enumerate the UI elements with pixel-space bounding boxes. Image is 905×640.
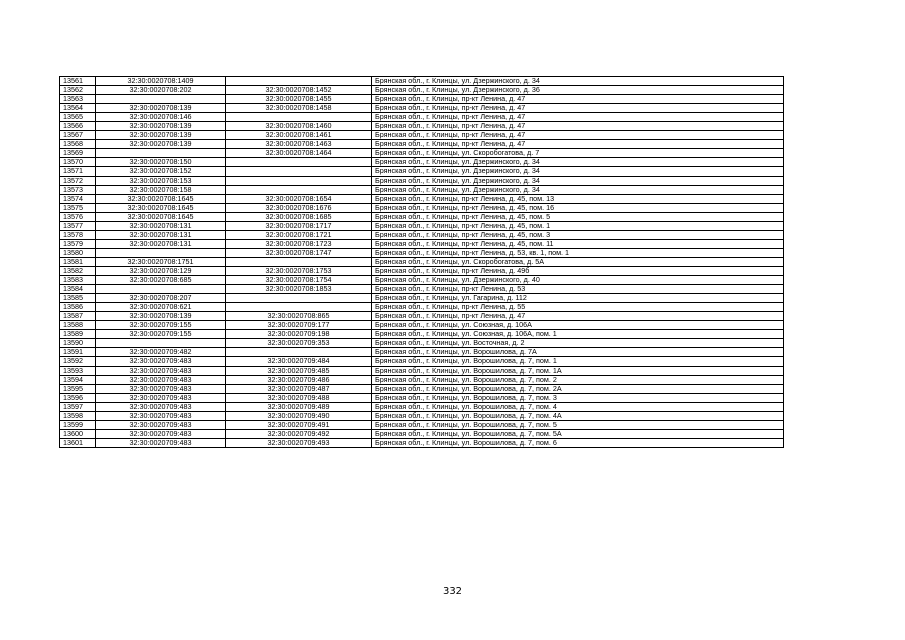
address-cell: Брянская обл., г. Клинцы, ул. Ворошилова, д. 7, пом. 2А [372,384,784,393]
record-number-cell: 13564 [60,104,96,113]
cadastral-number-cell: 32:30:0020708:685 [96,276,226,285]
address-cell: Брянская обл., г. Клинцы, ул. Ворошилова, д. 7, пом. 3 [372,393,784,402]
object-cadastral-number-cell: 32:30:0020709:486 [226,375,372,384]
table-row [60,420,784,429]
address-cell: Брянская обл., г. Клинцы, пр-кт Ленина, д. 45, пом. 5 [372,212,784,221]
object-cadastral-number-cell: 32:30:0020708:1455 [226,95,372,104]
object-cadastral-number-cell [226,257,372,266]
cadastral-number-cell: 32:30:0020708:131 [96,230,226,239]
cadastral-number-cell: 32:30:0020708:621 [96,303,226,312]
object-cadastral-number-cell [226,176,372,185]
object-cadastral-number-cell: 32:30:0020708:1654 [226,194,372,203]
address-cell: Брянская обл., г. Клинцы, пр-кт Ленина, д. 53 [372,285,784,294]
table-row [60,285,784,294]
table-row [60,321,784,330]
address-cell: Брянская обл., г. Клинцы, пр-кт Ленина, д. 53, кв. 1, пом. 1 [372,248,784,257]
record-number-cell: 13568 [60,140,96,149]
record-number-cell: 13593 [60,366,96,375]
object-cadastral-number-cell: 32:30:0020708:1458 [226,104,372,113]
cadastral-number-cell: 32:30:0020709:155 [96,321,226,330]
object-cadastral-number-cell: 32:30:0020708:1753 [226,266,372,275]
address-cell: Брянская обл., г. Клинцы, ул. Скоробогатова, д. 7 [372,149,784,158]
address-cell: Брянская обл., г. Клинцы, пр-кт Ленина, д. 47 [372,312,784,321]
object-cadastral-number-cell: 32:30:0020709:484 [226,357,372,366]
cadastral-number-cell: 32:30:0020709:483 [96,384,226,393]
record-number-cell: 13594 [60,375,96,384]
record-number-cell: 13581 [60,257,96,266]
object-cadastral-number-cell: 32:30:0020708:1747 [226,248,372,257]
table-row [60,140,784,149]
record-number-cell: 13572 [60,176,96,185]
table-row [60,348,784,357]
table-row [60,131,784,140]
address-cell: Брянская обл., г. Клинцы, пр-кт Ленина, д. 47 [372,95,784,104]
object-cadastral-number-cell [226,77,372,86]
register-table [59,76,784,448]
object-cadastral-number-cell: 32:30:0020709:487 [226,384,372,393]
cadastral-number-cell: 32:30:0020708:207 [96,294,226,303]
cadastral-number-cell: 32:30:0020708:158 [96,185,226,194]
object-cadastral-number-cell: 32:30:0020709:353 [226,339,372,348]
object-cadastral-number-cell: 32:30:0020709:491 [226,420,372,429]
record-number-cell: 13598 [60,411,96,420]
address-cell: Брянская обл., г. Клинцы, пр-кт Ленина, д. 45, пом. 3 [372,230,784,239]
address-cell: Брянская обл., г. Клинцы, пр-кт Ленина, д. 47 [372,113,784,122]
cadastral-number-cell [96,248,226,257]
table-row [60,366,784,375]
table-row [60,312,784,321]
record-number-cell: 13585 [60,294,96,303]
object-cadastral-number-cell: 32:30:0020708:1754 [226,276,372,285]
cadastral-number-cell: 32:30:0020708:131 [96,221,226,230]
table-row [60,411,784,420]
table-row [60,167,784,176]
address-cell: Брянская обл., г. Клинцы, ул. Ворошилова, д. 7, пом. 4 [372,402,784,411]
record-number-cell: 13570 [60,158,96,167]
address-cell: Брянская обл., г. Клинцы, пр-кт Ленина, д. 45, пом. 11 [372,239,784,248]
address-cell: Брянская обл., г. Клинцы, ул. Ворошилова, д. 7А [372,348,784,357]
object-cadastral-number-cell [226,113,372,122]
record-number-cell: 13578 [60,230,96,239]
record-number-cell: 13569 [60,149,96,158]
cadastral-number-cell: 32:30:0020708:1645 [96,203,226,212]
address-cell: Брянская обл., г. Клинцы, ул. Союзная, д. 106А [372,321,784,330]
object-cadastral-number-cell: 32:30:0020709:198 [226,330,372,339]
table-row [60,212,784,221]
table-row [60,257,784,266]
record-number-cell: 13571 [60,167,96,176]
table-row [60,158,784,167]
address-cell: Брянская обл., г. Клинцы, пр-кт Ленина, д. 47 [372,140,784,149]
cadastral-number-cell: 32:30:0020708:1645 [96,212,226,221]
table-row [60,185,784,194]
table-row [60,303,784,312]
object-cadastral-number-cell: 32:30:0020708:1685 [226,212,372,221]
record-number-cell: 13566 [60,122,96,131]
address-cell: Брянская обл., г. Клинцы, ул. Союзная, д. 106А, пом. 1 [372,330,784,339]
record-number-cell: 13591 [60,348,96,357]
table-row [60,248,784,257]
table-row [60,203,784,212]
cadastral-number-cell: 32:30:0020708:139 [96,131,226,140]
object-cadastral-number-cell: 32:30:0020708:1723 [226,239,372,248]
record-number-cell: 13574 [60,194,96,203]
record-number-cell: 13577 [60,221,96,230]
object-cadastral-number-cell: 32:30:0020709:177 [226,321,372,330]
address-cell: Брянская обл., г. Клинцы, ул. Скоробогатова, д. 5А [372,257,784,266]
address-cell: Брянская обл., г. Клинцы, пр-кт Ленина, д. 47 [372,131,784,140]
table-row [60,384,784,393]
table-row [60,429,784,438]
object-cadastral-number-cell: 32:30:0020709:493 [226,438,372,447]
table-row [60,230,784,239]
cadastral-number-cell: 32:30:0020708:139 [96,104,226,113]
table-row [60,122,784,131]
cadastral-number-cell: 32:30:0020709:483 [96,366,226,375]
object-cadastral-number-cell: 32:30:0020708:1452 [226,86,372,95]
cadastral-number-cell: 32:30:0020709:483 [96,375,226,384]
cadastral-number-cell: 32:30:0020708:1409 [96,77,226,86]
address-cell: Брянская обл., г. Клинцы, ул. Дзержинского, д. 34 [372,158,784,167]
record-number-cell: 13580 [60,248,96,257]
record-number-cell: 13567 [60,131,96,140]
table-row [60,402,784,411]
table-row [60,330,784,339]
address-cell: Брянская обл., г. Клинцы, пр-кт Ленина, д. 47 [372,104,784,113]
object-cadastral-number-cell: 32:30:0020709:488 [226,393,372,402]
record-number-cell: 13596 [60,393,96,402]
record-number-cell: 13597 [60,402,96,411]
table-row [60,266,784,275]
cadastral-number-cell: 32:30:0020709:483 [96,420,226,429]
table-row [60,176,784,185]
table-row [60,438,784,447]
table-row [60,194,784,203]
cadastral-number-cell: 32:30:0020709:482 [96,348,226,357]
table-row [60,149,784,158]
cadastral-number-cell: 32:30:0020708:139 [96,140,226,149]
table-row [60,77,784,86]
record-number-cell: 13579 [60,239,96,248]
address-cell: Брянская обл., г. Клинцы, пр-кт Ленина, д. 45, пом. 16 [372,203,784,212]
object-cadastral-number-cell [226,167,372,176]
cadastral-number-cell: 32:30:0020709:483 [96,438,226,447]
table-row [60,239,784,248]
address-cell: Брянская обл., г. Клинцы, ул. Ворошилова, д. 7, пом. 6 [372,438,784,447]
table-row [60,104,784,113]
address-cell: Брянская обл., г. Клинцы, ул. Дзержинского, д. 34 [372,185,784,194]
address-cell: Брянская обл., г. Клинцы, ул. Дзержинского, д. 40 [372,276,784,285]
cadastral-number-cell: 32:30:0020708:129 [96,266,226,275]
cadastral-number-cell: 32:30:0020708:202 [96,86,226,95]
object-cadastral-number-cell: 32:30:0020708:1463 [226,140,372,149]
address-cell: Брянская обл., г. Клинцы, ул. Ворошилова, д. 7, пом. 2 [372,375,784,384]
table-row [60,393,784,402]
object-cadastral-number-cell: 32:30:0020708:1853 [226,285,372,294]
cadastral-number-cell: 32:30:0020709:483 [96,402,226,411]
record-number-cell: 13599 [60,420,96,429]
cadastral-number-cell: 32:30:0020708:152 [96,167,226,176]
address-cell: Брянская обл., г. Клинцы, ул. Дзержинского, д. 34 [372,167,784,176]
address-cell: Брянская обл., г. Клинцы, ул. Дзержинского, д. 36 [372,86,784,95]
record-number-cell: 13565 [60,113,96,122]
object-cadastral-number-cell [226,158,372,167]
address-cell: Брянская обл., г. Клинцы, ул. Гагарина, д. 112 [372,294,784,303]
object-cadastral-number-cell: 32:30:0020708:1717 [226,221,372,230]
record-number-cell: 13575 [60,203,96,212]
cadastral-number-cell [96,149,226,158]
cadastral-number-cell [96,285,226,294]
cadastral-number-cell: 32:30:0020708:139 [96,122,226,131]
object-cadastral-number-cell: 32:30:0020709:489 [226,402,372,411]
table-row [60,221,784,230]
record-number-cell: 13592 [60,357,96,366]
table-row [60,375,784,384]
cadastral-number-cell: 32:30:0020709:483 [96,411,226,420]
record-number-cell: 13590 [60,339,96,348]
address-cell: Брянская обл., г. Клинцы, ул. Ворошилова, д. 7, пом. 1А [372,366,784,375]
record-number-cell: 13600 [60,429,96,438]
table-row [60,294,784,303]
object-cadastral-number-cell: 32:30:0020708:1464 [226,149,372,158]
cadastral-number-cell: 32:30:0020709:483 [96,429,226,438]
record-number-cell: 13561 [60,77,96,86]
record-number-cell: 13583 [60,276,96,285]
object-cadastral-number-cell: 32:30:0020709:485 [226,366,372,375]
cadastral-number-cell: 32:30:0020709:483 [96,393,226,402]
table-row [60,276,784,285]
record-number-cell: 13589 [60,330,96,339]
record-number-cell: 13576 [60,212,96,221]
cadastral-number-cell: 32:30:0020708:146 [96,113,226,122]
table-row [60,86,784,95]
record-number-cell: 13562 [60,86,96,95]
table-row [60,95,784,104]
page-number: 332 [442,586,463,597]
object-cadastral-number-cell [226,185,372,194]
table-row [60,357,784,366]
cadastral-number-cell: 32:30:0020709:483 [96,357,226,366]
record-number-cell: 13588 [60,321,96,330]
address-cell: Брянская обл., г. Клинцы, ул. Ворошилова, д. 7, пом. 5А [372,429,784,438]
address-cell: Брянская обл., г. Клинцы, ул. Дзержинского, д. 34 [372,77,784,86]
table-row [60,113,784,122]
cadastral-number-cell: 32:30:0020708:1751 [96,257,226,266]
cadastral-number-cell: 32:30:0020709:155 [96,330,226,339]
record-number-cell: 13584 [60,285,96,294]
object-cadastral-number-cell: 32:30:0020708:1460 [226,122,372,131]
object-cadastral-number-cell: 32:30:0020709:490 [226,411,372,420]
object-cadastral-number-cell: 32:30:0020708:1721 [226,230,372,239]
record-number-cell: 13582 [60,266,96,275]
cadastral-number-cell [96,95,226,104]
address-cell: Брянская обл., г. Клинцы, пр-кт Ленина, д. 45, пом. 1 [372,221,784,230]
record-number-cell: 13586 [60,303,96,312]
address-cell: Брянская обл., г. Клинцы, ул. Ворошилова, д. 7, пом. 5 [372,420,784,429]
cadastral-number-cell: 32:30:0020708:153 [96,176,226,185]
record-number-cell: 13587 [60,312,96,321]
table-row [60,339,784,348]
address-cell: Брянская обл., г. Клинцы, пр-кт Ленина, д. 55 [372,303,784,312]
record-number-cell: 13601 [60,438,96,447]
cadastral-number-cell: 32:30:0020708:1645 [96,194,226,203]
address-cell: Брянская обл., г. Клинцы, ул. Дзержинского, д. 34 [372,176,784,185]
cadastral-number-cell [96,339,226,348]
object-cadastral-number-cell [226,348,372,357]
address-cell: Брянская обл., г. Клинцы, пр-кт Ленина, д. 49б [372,266,784,275]
cadastral-number-cell: 32:30:0020708:131 [96,239,226,248]
address-cell: Брянская обл., г. Клинцы, ул. Ворошилова, д. 7, пом. 4А [372,411,784,420]
object-cadastral-number-cell: 32:30:0020708:1676 [226,203,372,212]
object-cadastral-number-cell: 32:30:0020709:492 [226,429,372,438]
address-cell: Брянская обл., г. Клинцы, ул. Восточная, д. 2 [372,339,784,348]
record-number-cell: 13563 [60,95,96,104]
record-number-cell: 13595 [60,384,96,393]
register-table-body [60,77,784,448]
cadastral-number-cell: 32:30:0020708:139 [96,312,226,321]
object-cadastral-number-cell [226,294,372,303]
record-number-cell: 13573 [60,185,96,194]
address-cell: Брянская обл., г. Клинцы, пр-кт Ленина, д. 45, пом. 13 [372,194,784,203]
cadastral-number-cell: 32:30:0020708:150 [96,158,226,167]
address-cell: Брянская обл., г. Клинцы, ул. Ворошилова, д. 7, пом. 1 [372,357,784,366]
object-cadastral-number-cell: 32:30:0020708:1461 [226,131,372,140]
object-cadastral-number-cell [226,303,372,312]
object-cadastral-number-cell: 32:30:0020708:865 [226,312,372,321]
address-cell: Брянская обл., г. Клинцы, пр-кт Ленина, д. 47 [372,122,784,131]
